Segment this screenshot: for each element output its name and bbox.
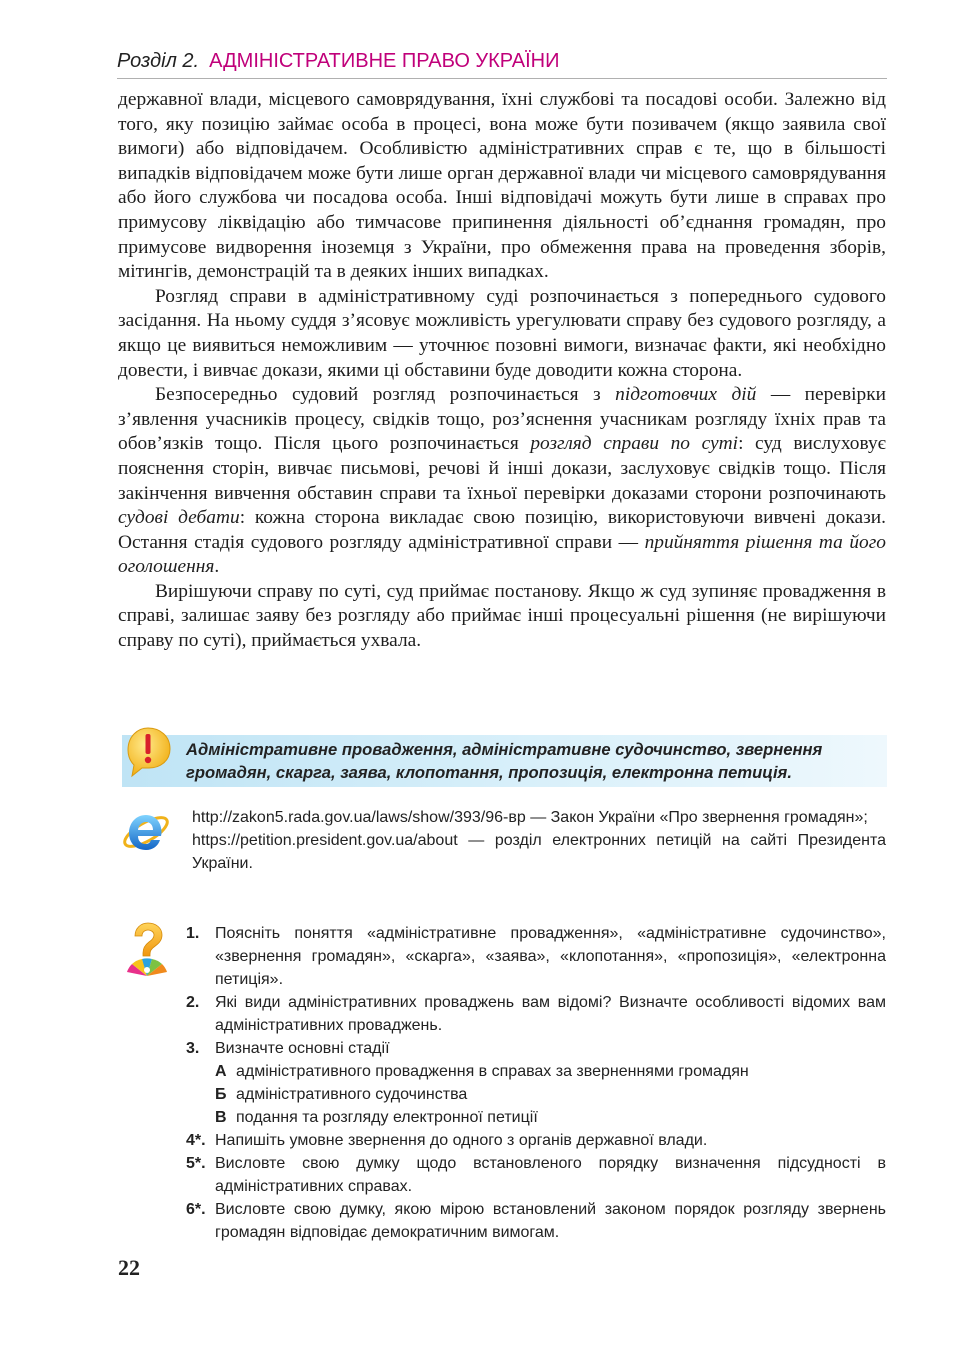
paragraph-2: Розгляд справи в адміністративному суді розпочинається з попереднього судового засідання. На ньому суддя з’ясовує можливість урегулювати справу без судового розгляду, а якщо це виявиться неможливим — уточнює позовні вимоги, визначає факти, які необхідно довести, і вивчає докази, якими ці обставини буде доводити кожна сторона. <box>118 285 886 381</box>
item-text: адміністративного судочинства <box>236 1086 468 1103</box>
question-3-item-a <box>186 1060 886 1083</box>
paragraph-3-text: : кожна сторона викладає свою позицію, використовуючи вивчені докази. Остання стадія судового розгляду адміністративної справи — <box>118 507 886 553</box>
paragraph-3-text: — перевірки з’явлення учасників процесу, свідків тощо, роз’яснення учасникам розгляду їхніх прав та обов’язків тощо. Після цього розпочинається <box>118 384 886 455</box>
chapter-label: Розділ 2. <box>117 50 200 72</box>
question-number: 5*. <box>186 1155 206 1172</box>
paragraph-3 <box>118 383 886 580</box>
header-divider <box>117 78 887 79</box>
paragraph-3-text: : суд вислуховує пояснення сторін, вивчає письмові, речові й інші докази, заслуховує свідків тощо. Після закінчення вивчення обставин справи та їхньої перевірки доказами сторони розпочинають <box>118 433 886 504</box>
question-number: 2. <box>186 994 200 1011</box>
paragraph-4: Вирішуючи справу по суті, суд приймає постанову. Якщо ж суд зупиняє провадження в справі, залишає заяву без розгляду або приймає інші процесуальні рішення (не вирішуючи справу по суті), приймається ухвала. <box>118 580 886 652</box>
running-header <box>117 50 887 80</box>
question-4 <box>186 1129 886 1152</box>
question-3-item-b <box>186 1083 886 1106</box>
paragraph-1: державної влади, місцевого самоврядування, їхні службові та посадові особи. Залежно від того, яку позицію займає особа в процесі, вона може бути позивачем (якщо заявила свої вимоги) або відповідачем. Особливістю адміністративних справ є те, що в більшості випадків відповідачем може бути лише орган державної влади чи місцевого самоврядування або його службова чи посадова особа. Інші відповідачі можуть бути лише в справах про примусову ліквідацію або тимчасове припинення діяльності об’єднання громадян, про примусове видворення іноземця з України, про обмеження права на проведення зборів, мітингів, демонстрацій та в деяких інших випадках. <box>118 89 886 283</box>
question-number: 1. <box>186 925 200 942</box>
main-text <box>118 88 886 654</box>
question-3-item-c <box>186 1106 886 1129</box>
question-text: Висловте свою думку, якою мірою встановлений законом порядок розгляду звернень громадян відповідає демократичним вимогам. <box>215 1201 886 1241</box>
term-merits-review: розгляд справи по суті <box>530 433 739 455</box>
question-text: Які види адміністративних проваджень вам відомі? Визначте особливості відомих вам адміністративних проваджень. <box>215 994 886 1034</box>
question-text: Висловте свою думку щодо встановленого порядку визначення підсудності в адміністративних справах. <box>215 1155 886 1195</box>
question-3 <box>186 1037 886 1060</box>
item-letter: В <box>215 1109 227 1126</box>
resource-link-petitions[interactable]: https://petition.president.gov.ua/about — розділ електронних петицій на сайті Президента України. <box>192 832 886 872</box>
question-number: 6*. <box>186 1201 206 1218</box>
question-text: Поясніть поняття «адміністративне провадження», «адміністративне судочинство», «звернення громадян», «скарга», «заява», «клопотання», «пропозиція», «електронна петиція». <box>215 925 886 988</box>
page-number: 22 <box>118 1255 140 1280</box>
resource-link-law[interactable]: http://zakon5.rada.gov.ua/laws/show/393/96-вр — Закон України «Про звернення громадян»; <box>192 809 868 826</box>
term-court-debates: судові дебати <box>118 507 240 529</box>
item-letter: А <box>215 1063 227 1080</box>
question-5 <box>186 1152 886 1198</box>
item-text: подання та розгляду електронної петиції <box>236 1109 538 1126</box>
term-preparatory-actions: підготовчих дій <box>615 384 757 406</box>
item-text: адміністративного провадження в справах за зверненнями громадян <box>236 1063 749 1080</box>
question-6 <box>186 1198 886 1244</box>
internet-explorer-icon <box>120 806 172 858</box>
key-terms-text: Адміністративне провадження, адміністративне судочинство, звернення громадян, скарга, заява, клопотання, пропозиція, електронна петиція. <box>186 740 823 782</box>
paragraph-3-text: Безпосередньо судовий розгляд розпочинається з <box>155 384 616 406</box>
exclamation-icon <box>120 724 176 780</box>
question-text: Напишіть умовне звернення до одного з органів державної влади. <box>215 1132 708 1149</box>
term-decision: прийняття рішення та його оголошення <box>118 531 886 578</box>
chapter-title: АДМІНІСТРАТИВНЕ ПРАВО УКРАЇНИ <box>209 50 560 72</box>
question-1 <box>186 922 886 991</box>
question-number: 3. <box>186 1040 200 1057</box>
question-text: Визначте основні стадії <box>215 1040 390 1057</box>
item-letter: Б <box>215 1086 227 1103</box>
web-resources <box>192 806 886 875</box>
questions-list <box>186 922 886 1244</box>
question-number: 4*. <box>186 1132 206 1149</box>
paragraph-3-text: . <box>214 556 220 578</box>
question-mark-icon <box>120 920 174 986</box>
question-2 <box>186 991 886 1037</box>
